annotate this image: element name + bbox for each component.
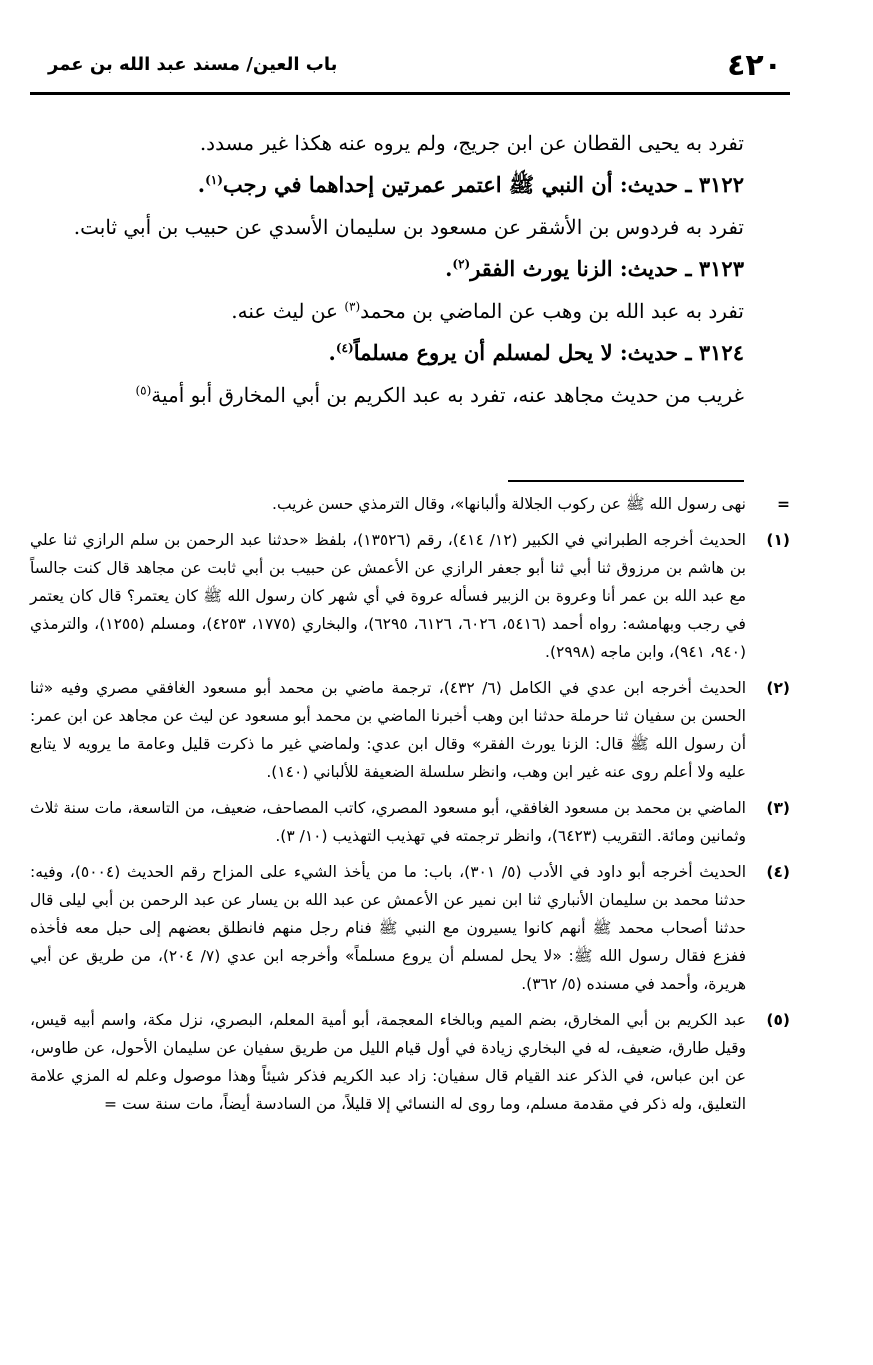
main-text [44,122,744,416]
hadith-text: الزنا يورث الفقر [470,256,613,281]
footnote-text: عبد الكريم بن أبي المخارق، بضم الميم وبالخاء المعجمة، أبو أمية المعلم، البصري، نزل مكة، واسم أبيه قيس، وقيل طارق، ضعيف، له في البخاري زيادة في أول قيام الليل من طريق سفيان عن سليمان الأحول، عن طاوس، عن ابن عباس، في الذكر عند القيام قال سفيان: زاد عبد الكريم فذكر شيئاً وهذا موصول وعلم له المزي علامة التعليق، وله ذكر في مقدمة مسلم، وما روى له النسائي إلا قليلاً، من السادسة أيضاً، مات سنة ست = [30,1011,746,1113]
running-header [30,42,790,94]
header-rule [30,92,790,95]
hadith-number: ٣١٢٤ ـ حديث: [619,340,744,365]
footnote-text: الحديث أخرجه أبو داود في الأدب (٥/ ٣٠١)، باب: ما من يأخذ الشيء على المزاح رقم الحديث (٥٠٠٤)، وفيه: حدثنا محمد بن سليمان الأنباري ثنا ابن نمير عن الأعمش عن عبد الله بن يسار عن عبد الرحمن بن أبي ليلى قال حدثنا أصحاب محمد ﷺ أنهم كانوا يسيرون مع النبي ﷺ فنام رجل منهم فانطلق بعضهم إلى حبل معه فأخذه ففزع فقال رسول الله ﷺ: «لا يحل لمسلم أن يروع مسلماً» وأخرجه ابن عدي (٧/ ٢٠٤)، من طريق عن أبي هريرة، وأحمد في مسنده (٥/ ٣٦٢). [30,863,747,993]
footnote-mark: (٢) [766,679,790,697]
footnote-mark: = [777,495,790,513]
hadith-3124: ٣١٢٤ ـ حديث: لا يحل لمسلم أن يروع مسلماً$^{(٤)}$. [328,340,744,365]
footnotes [30,490,790,1126]
footnote-text: الماضي بن محمد بن مسعود الغافقي، أبو مسعود المصري، كاتب المصاحف، ضعيف، من التاسعة، مات سنة ثلاث وثمانين ومائة. التقريب (٦٤٢٣)، وانظر ترجمته في تهذيب التهذيب (١٠/ ٣). [30,799,746,845]
footnote-text: الحديث أخرجه ابن عدي في الكامل (٦/ ٤٣٢)، ترجمة ماضي بن محمد أبو مسعود الغافقي مصري وفيه «ثنا الحسن بن سفيان ثنا حرملة حدثنا ابن وهب أخبرنا الماضي بن محمد أبو مسعود عن ليث عن مجاهد عن ابن عمر: أن رسول الله ﷺ قال: الزنا يورث الفقر» وقال ابن عدي: ولماضي غير ما ذكرت قليل وعامة ما يرويه لا يتابع عليه ولا أعلم روى عنه غير ابن وهب، وانظر سلسلة الضعيفة للألباني (١٤٠). [30,679,746,781]
hadith-text: لا يحل لمسلم أن يروع مسلماً [353,340,613,365]
hadith-text: أن النبي ﷺ اعتمر عمرتين إحداهما في رجب [222,172,613,197]
footnote-mark: (٣) [766,799,790,817]
footnote-ref[interactable]: (٣) [344,299,361,314]
footnote-ref[interactable]: (١) [205,173,223,187]
footnote-ref[interactable]: (٤) [335,341,354,355]
paragraph: تفرد به فردوس بن الأشقر عن مسعود بن سليمان الأسدي عن حبيب بن أبي ثابت. [73,215,744,239]
footnote-1 [30,526,790,666]
hadith-number: ٣١٢٢ ـ حديث: [619,172,744,197]
footnote-mark: (١) [766,531,790,549]
footnote-text: نهى رسول الله ﷺ عن ركوب الجلالة وألبانها»، وقال الترمذي حسن غريب. [272,495,746,513]
footnote-continuation [30,490,790,518]
footnote-3 [30,794,790,850]
paragraph: تفرد به عبد الله بن وهب عن الماضي بن محمد$^{(٣)}$ عن ليث عنه. [231,299,744,323]
footnote-ref[interactable]: (٥) [135,383,152,398]
footnote-mark: (٥) [766,1011,790,1029]
footnote-mark: (٤) [766,863,790,881]
hadith-number: ٣١٢٣ ـ حديث: [619,256,744,281]
footnote-2 [30,674,790,786]
footnote-ref[interactable]: (٢) [452,257,471,271]
footnote-separator [508,480,744,482]
paragraph: تفرد به يحيى القطان عن ابن جريج، ولم يروه عنه هكذا غير مسدد. [199,131,744,155]
running-title: باب العين/ مسند عبد الله بن عمر [48,54,338,75]
hadith-3122: ٣١٢٢ ـ حديث: أن النبي ﷺ اعتمر عمرتين إحداهما في رجب$^{(١)}$. [197,172,744,197]
footnote-5 [30,1006,790,1118]
footnote-text: الحديث أخرجه الطبراني في الكبير (١٢/ ٤١٤)، رقم (١٣٥٢٦)، بلفظ «حدثنا عبد الرحمن بن سلم الرازي ثنا علي بن هاشم بن مرزوق ثنا أبي ثنا أبو جعفر الرازي عن الأعمش عن حبيب بن أبي ثابت عن مجاهد قال كنت جالساً مع عبد الله بن عمر أنا وعروة بن الزبير فسأله عروة في أي شهر كان رسول الله ﷺ كان يعتمر؟ قال كان يعتمر في رجب وبهامشه: رواه أحمد (٥٤١٦، ٦٠٢٦، ٦١٢٦، ٦٢٩٥)، والبخاري (١٧٧٥، ٤٢٥٣)، ومسلم (١٢٥٥)، والترمذي (٩٤٠، ٩٤١)، وابن ماجه (٢٩٩٨). [30,531,746,661]
hadith-3123: ٣١٢٣ ـ حديث: الزنا يورث الفقر$^{(٢)}$. [445,256,744,281]
footnote-4 [30,858,790,998]
paragraph: غريب من حديث مجاهد عنه، تفرد به عبد الكريم بن أبي المخارق أبو أمية$^{(٥)}$ [135,383,744,407]
page-number: ٤٢٠ [727,48,782,83]
